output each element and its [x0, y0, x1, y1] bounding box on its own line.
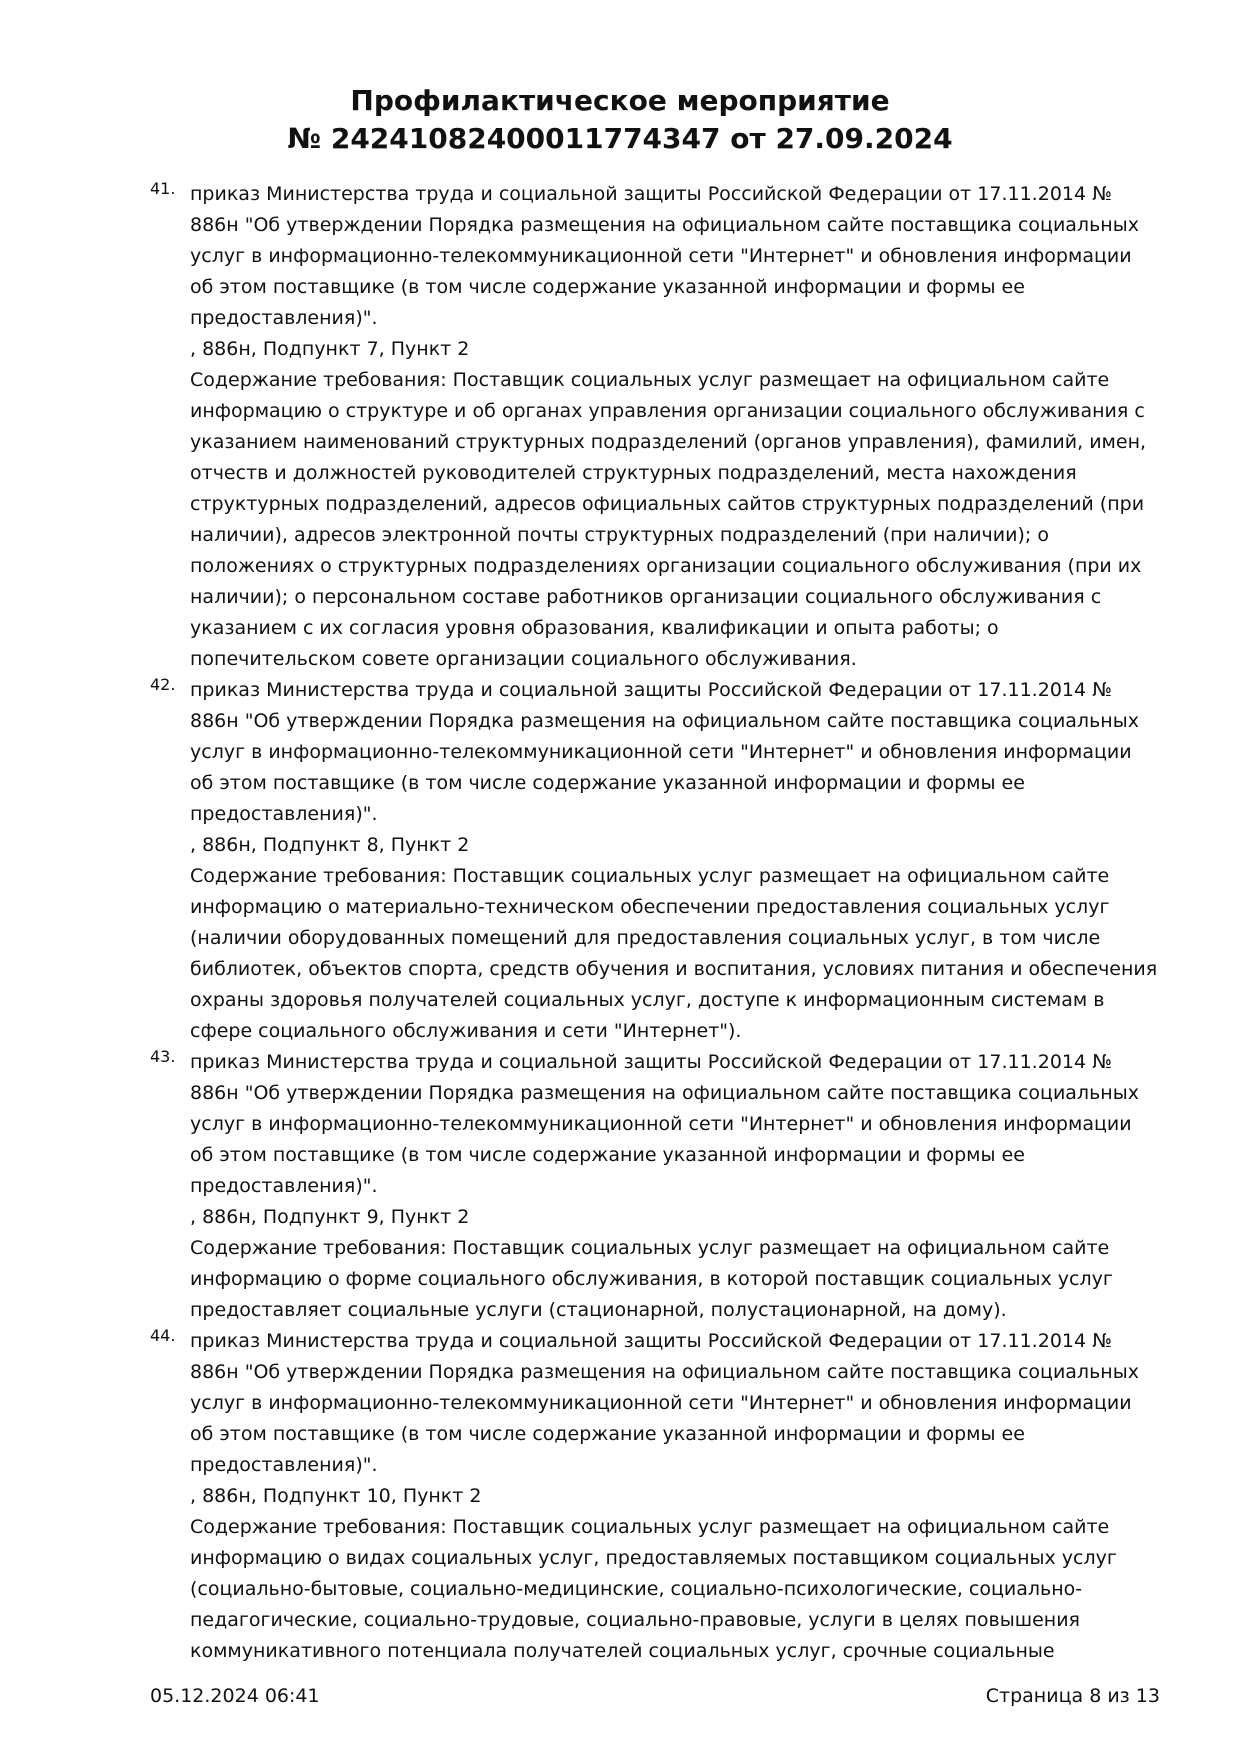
item-reference: , 886н, Подпункт 9, Пункт 2 — [190, 1206, 470, 1228]
list-item — [150, 675, 1160, 1047]
item-requirement: Содержание требования: Поставщик социальных услуг размещает на официальном сайте информацию о видах социальных услуг, предоставляемых поставщиком социальных услуг (социально-бытовые, социально-медицинские, социально-психологические, социально-педагогические, социально-трудовые, социально-правовые, услуги в целях повышения коммуникативного потенциала получателей социальных услуг, срочные социальные — [190, 1516, 1117, 1662]
item-act: приказ Министерства труда и социальной защиты Российской Федерации от 17.11.2014 № 886н "Об утверждении Порядка размещения на официальном сайте поставщика социальных услуг в информационно-телекоммуникационной сети "Интернет" и обновления информации об этом поставщике (в том числе содержание указанной информации и формы ее предоставления)". — [190, 1330, 1139, 1476]
item-requirement: Содержание требования: Поставщик социальных услуг размещает на официальном сайте информацию о материально-техническом обеспечении предоставления социальных услуг (наличии оборудованных помещений для предоставления социальных услуг, в том числе библиотек, объектов спорта, средств обучения и воспитания, условиях питания и обеспечения охраны здоровья получателей социальных услуг, доступе к информационным системам в сфере социального обслуживания и сети "Интернет"). — [190, 865, 1158, 1042]
title-line-1: Профилактическое мероприятие — [350, 84, 890, 117]
item-number: 42. — [150, 675, 176, 694]
requirements-list — [150, 179, 1160, 1667]
item-reference: , 886н, Подпункт 10, Пункт 2 — [190, 1485, 482, 1507]
item-act: приказ Министерства труда и социальной защиты Российской Федерации от 17.11.2014 № 886н "Об утверждении Порядка размещения на официальном сайте поставщика социальных услуг в информационно-телекоммуникационной сети "Интернет" и обновления информации об этом поставщике (в том числе содержание указанной информации и формы ее предоставления)". — [190, 1051, 1139, 1197]
item-requirement: Содержание требования: Поставщик социальных услуг размещает на официальном сайте информацию о форме социального обслуживания, в которой поставщик социальных услуг предоставляет социальные услуги (стационарной, полустационарной, на дому). — [190, 1237, 1113, 1321]
item-requirement: Содержание требования: Поставщик социальных услуг размещает на официальном сайте информацию о структуре и об органах управления организации социального обслуживания с указанием наименований структурных подразделений (органов управления), фамилий, имен, отчеств и должностей руководителей структурных подразделений, места нахождения структурных подразделений, адресов официальных сайтов структурных подразделений (при наличии), адресов электронной почты структурных подразделений (при наличии); о положениях о структурных подразделениях организации социального обслуживания (при их наличии); о персональном составе работников организации социального обслуживания с указанием с их согласия уровня образования, квалификации и опыта работы; о попечительском совете организации социального обслуживания. — [190, 369, 1147, 670]
list-item — [150, 1047, 1160, 1326]
item-act: приказ Министерства труда и социальной защиты Российской Федерации от 17.11.2014 № 886н "Об утверждении Порядка размещения на официальном сайте поставщика социальных услуг в информационно-телекоммуникационной сети "Интернет" и обновления информации об этом поставщике (в том числе содержание указанной информации и формы ее предоставления)". — [190, 679, 1139, 825]
title-line-2: № 24241082400011774347 от 27.09.2024 — [287, 122, 953, 155]
item-reference: , 886н, Подпункт 7, Пункт 2 — [190, 338, 470, 360]
item-number: 41. — [150, 179, 176, 198]
document-title — [0, 82, 1240, 158]
footer-page-number: Страница 8 из 13 — [985, 1685, 1160, 1707]
item-reference: , 886н, Подпункт 8, Пункт 2 — [190, 834, 470, 856]
list-item — [150, 179, 1160, 675]
item-act: приказ Министерства труда и социальной защиты Российской Федерации от 17.11.2014 № 886н "Об утверждении Порядка размещения на официальном сайте поставщика социальных услуг в информационно-телекоммуникационной сети "Интернет" и обновления информации об этом поставщике (в том числе содержание указанной информации и формы ее предоставления)". — [190, 183, 1139, 329]
page-footer — [150, 1681, 1160, 1712]
footer-timestamp: 05.12.2024 06:41 — [150, 1685, 320, 1707]
item-number: 44. — [150, 1326, 176, 1345]
item-number: 43. — [150, 1047, 176, 1066]
list-item — [150, 1326, 1160, 1667]
